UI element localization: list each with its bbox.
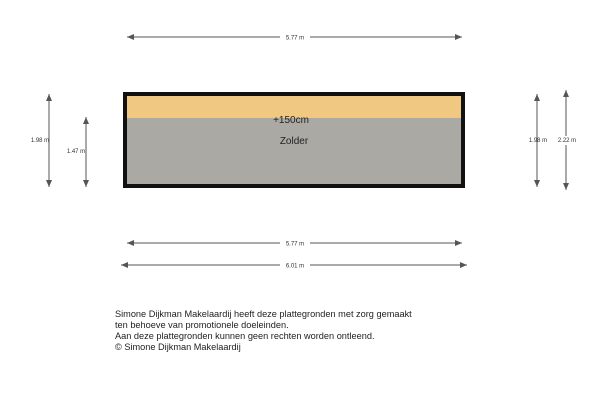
left-outer-height-dimension — [31, 94, 49, 187]
right-inner-height-label: 1.98 m — [528, 138, 548, 144]
outer-width-label: 6.01 m — [285, 263, 305, 270]
left-inner-height-label: 1.47 m — [66, 149, 86, 155]
disclaimer-line-1: Simone Dijkman Makelaardij heeft deze plattegronden met zorg gemaakt — [115, 309, 412, 319]
inner-width-label: 5.77 m — [285, 241, 305, 248]
outer-width-dimension — [121, 261, 467, 270]
top-width-label: 5.77 m — [285, 35, 305, 42]
disclaimer-line-3: Aan deze plattegronden kunnen geen rechten worden ontleend. — [115, 331, 375, 341]
disclaimer-text — [115, 309, 585, 353]
inner-width-dimension — [127, 239, 462, 248]
disclaimer-line-4: © Simone Dijkman Makelaardij — [115, 342, 241, 352]
left-outer-height-label: 1.98 m — [30, 138, 50, 144]
height-note-label: +150cm — [273, 115, 309, 126]
right-outer-height-label: 2.22 m — [557, 138, 577, 144]
top-width-dimension — [127, 33, 462, 42]
left-inner-height-dimension — [67, 117, 86, 187]
right-outer-height-dimension — [554, 90, 580, 190]
room-name-label: Zolder — [279, 136, 309, 147]
room-zolder — [123, 92, 465, 188]
right-inner-height-dimension — [529, 94, 547, 187]
disclaimer-line-2: ten behoeve van promotionele doeleinden. — [115, 320, 289, 330]
